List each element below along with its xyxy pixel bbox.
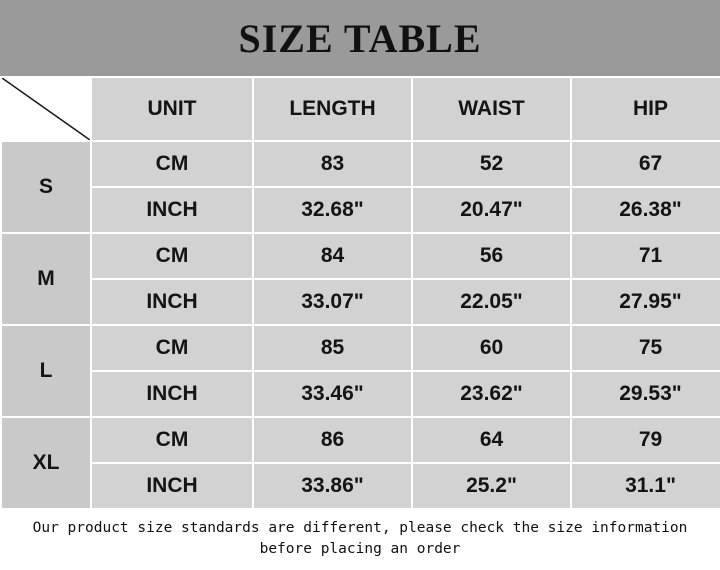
waist-cell: 25.2": [412, 463, 571, 509]
title-banner: [0, 0, 720, 76]
unit-cell: INCH: [91, 279, 253, 325]
hip-cell: 79: [571, 417, 720, 463]
hip-cell: 75: [571, 325, 720, 371]
length-cell: 32.68": [253, 187, 412, 233]
length-cell: 84: [253, 233, 412, 279]
unit-cell: CM: [91, 233, 253, 279]
size-disclaimer-note: [0, 510, 720, 570]
column-header-waist: WAIST: [412, 77, 571, 141]
hip-cell: 67: [571, 141, 720, 187]
hip-cell: 27.95": [571, 279, 720, 325]
unit-cell: INCH: [91, 371, 253, 417]
table-row: [1, 141, 720, 187]
unit-cell: CM: [91, 141, 253, 187]
length-cell: 33.86": [253, 463, 412, 509]
column-header-length: LENGTH: [253, 77, 412, 141]
length-cell: 33.07": [253, 279, 412, 325]
waist-cell: 56: [412, 233, 571, 279]
waist-cell: 23.62": [412, 371, 571, 417]
waist-cell: 22.05": [412, 279, 571, 325]
length-cell: 33.46": [253, 371, 412, 417]
table-row: [1, 463, 720, 509]
hip-cell: 26.38": [571, 187, 720, 233]
column-header-hip: HIP: [571, 77, 720, 141]
length-cell: 85: [253, 325, 412, 371]
hip-cell: 29.53": [571, 371, 720, 417]
waist-cell: 52: [412, 141, 571, 187]
size-label-m: M: [1, 233, 91, 325]
waist-cell: 64: [412, 417, 571, 463]
size-label-l: L: [1, 325, 91, 417]
table-header-row: [1, 77, 720, 141]
table-row: [1, 187, 720, 233]
size-table: [0, 76, 720, 510]
page-title: SIZE TABLE: [238, 15, 482, 61]
column-header-unit: UNIT: [91, 77, 253, 141]
diagonal-divider-icon: [2, 78, 90, 140]
hip-cell: 31.1": [571, 463, 720, 509]
length-cell: 86: [253, 417, 412, 463]
note-line-2: before placing an order: [259, 541, 461, 558]
unit-cell: CM: [91, 417, 253, 463]
unit-cell: CM: [91, 325, 253, 371]
waist-cell: 20.47": [412, 187, 571, 233]
waist-cell: 60: [412, 325, 571, 371]
unit-cell: INCH: [91, 187, 253, 233]
table-row: [1, 279, 720, 325]
note-line-1: Our product size standards are different, please check the size information: [32, 520, 688, 536]
size-label-s: S: [1, 141, 91, 233]
unit-cell: INCH: [91, 463, 253, 509]
table-row: [1, 371, 720, 417]
table-row: [1, 417, 720, 463]
hip-cell: 71: [571, 233, 720, 279]
table-corner-cell: [1, 77, 91, 141]
table-row: [1, 325, 720, 371]
size-label-xl: XL: [1, 417, 91, 509]
table-row: [1, 233, 720, 279]
length-cell: 83: [253, 141, 412, 187]
